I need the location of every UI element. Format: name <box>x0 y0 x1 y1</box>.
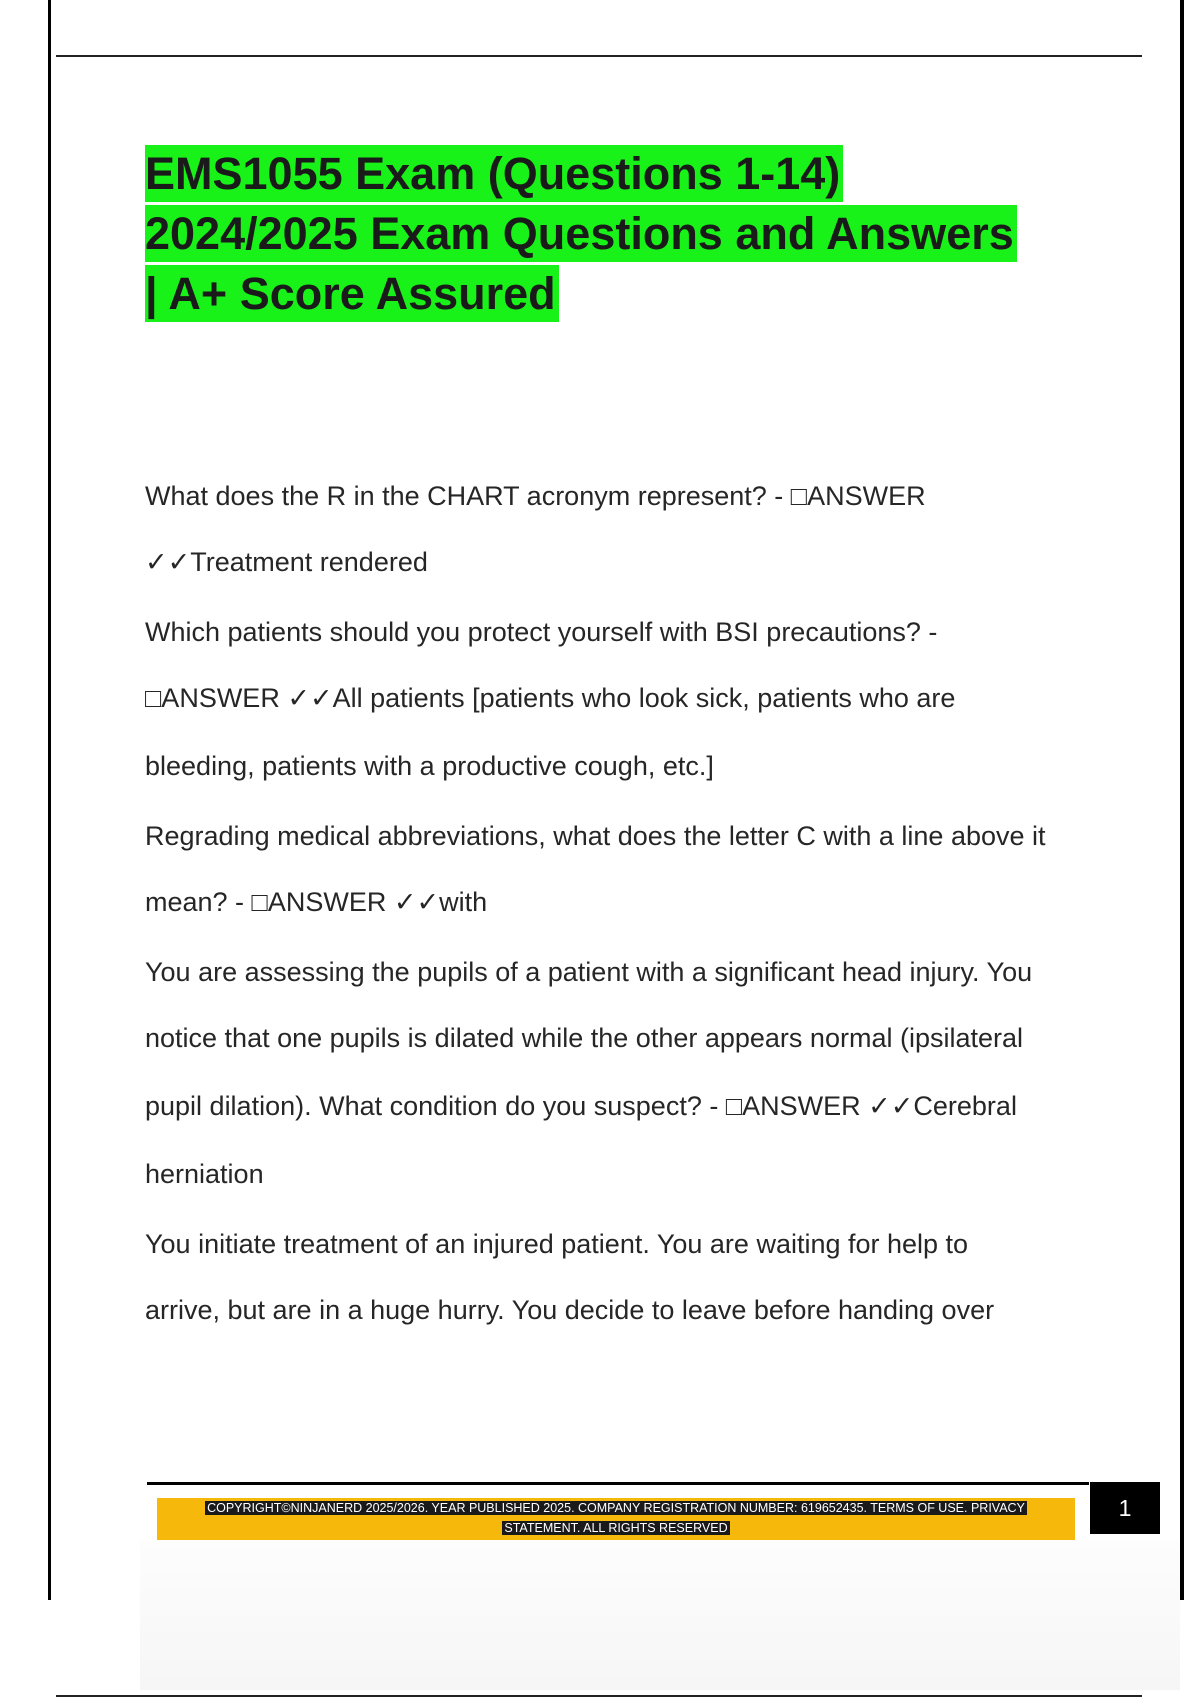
page-left-border <box>48 0 51 1600</box>
page-right-border <box>1180 0 1184 1600</box>
title-line-2: 2024/2025 Exam Questions and Answers <box>145 205 1017 262</box>
qa-item-4 <box>145 946 1095 1204</box>
qa-line: Which patients should you protect yourself with BSI precautions? - <box>145 617 938 647</box>
copyright-line-2: STATEMENT. ALL RIGHTS RESERVED <box>504 1521 728 1535</box>
question-answer-list <box>145 470 1095 1354</box>
qa-item-1 <box>145 470 1095 592</box>
document-title <box>145 145 1105 325</box>
qa-line: □ANSWER ✓✓All patients [patients who look sick, patients who are <box>145 683 956 713</box>
title-line-3: | A+ Score Assured <box>145 265 559 322</box>
copyright-line-1: COPYRIGHT©NINJANERD 2025/2026. YEAR PUBLISHED 2025. COMPANY REGISTRATION NUMBER: 619652435. TERMS OF USE. PRIVACY <box>207 1501 1025 1515</box>
qa-item-2 <box>145 606 1095 796</box>
page-number: 1 <box>1090 1482 1160 1534</box>
qa-item-3 <box>145 810 1095 932</box>
qa-line: pupil dilation). What condition do you suspect? - □ANSWER ✓✓Cerebral <box>145 1091 1017 1121</box>
page-footer <box>145 1480 1160 1570</box>
title-line-1: EMS1055 Exam (Questions 1-14) <box>145 145 843 202</box>
qa-line: arrive, but are in a huge hurry. You decide to leave before handing over <box>145 1295 995 1325</box>
qa-line: mean? - □ANSWER ✓✓with <box>145 887 488 917</box>
qa-line: herniation <box>145 1159 264 1189</box>
qa-line: You are assessing the pupils of a patient with a significant head injury. You <box>145 957 1033 987</box>
qa-line: notice that one pupils is dilated while the other appears normal (ipsilateral <box>145 1023 1024 1053</box>
header-rule <box>56 55 1142 57</box>
qa-line: bleeding, patients with a productive cough, etc.] <box>145 751 714 781</box>
qa-line: ✓✓Treatment rendered <box>145 547 428 577</box>
qa-line: Regrading medical abbreviations, what does the letter C with a line above it <box>145 821 1046 851</box>
copyright-notice <box>157 1498 1075 1540</box>
page-bottom-rule <box>56 1695 1142 1697</box>
qa-item-5 <box>145 1218 1095 1340</box>
qa-line: You initiate treatment of an injured patient. You are waiting for help to <box>145 1229 969 1259</box>
footer-rule <box>147 1482 1089 1485</box>
qa-line: What does the R in the CHART acronym represent? - □ANSWER <box>145 481 926 511</box>
